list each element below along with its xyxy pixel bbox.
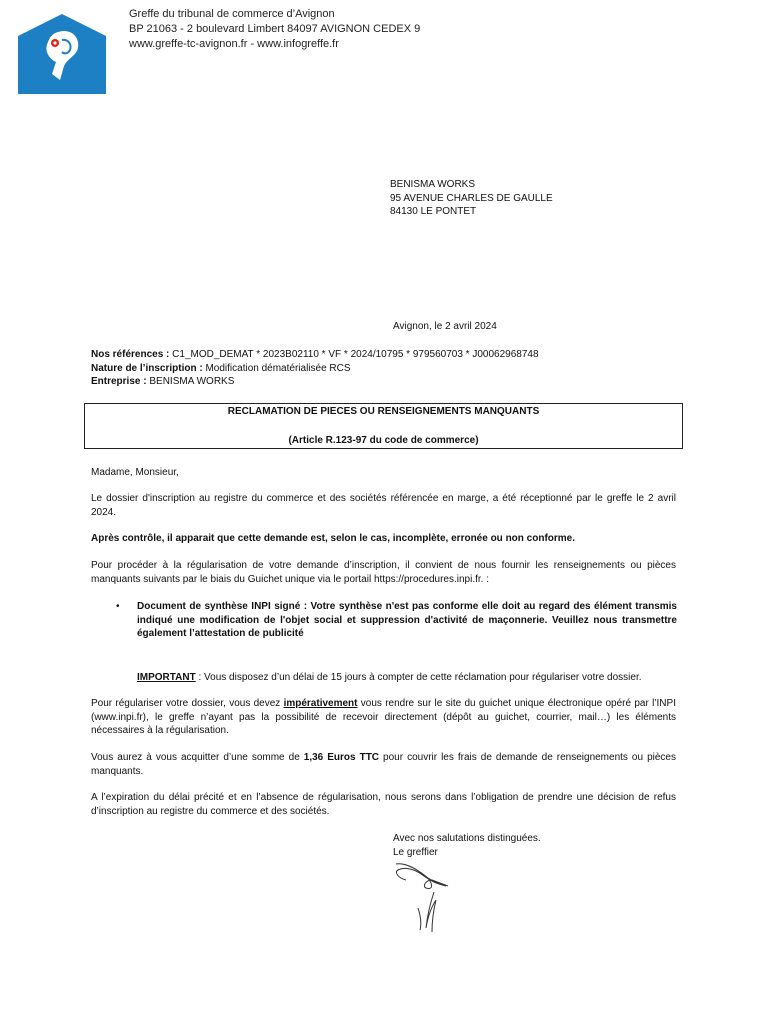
company-label: Entreprise :: [91, 376, 150, 387]
imperativement-emphasis: impérativement: [283, 698, 358, 709]
paragraph-reception: Le dossier d'inscription au registre du commerce et des sociétés référencée en marge, a été réceptionné par le greffe le 2 avril 2024.: [91, 493, 676, 518]
signer-title: Le greffier: [393, 846, 438, 858]
letter-date: Avignon, le 2 avril 2024: [393, 321, 497, 332]
refs-value: C1_MOD_DEMAT * 2023B02110 * VF * 2024/10795 * 979560703 * J00062968748: [172, 349, 539, 360]
important-text: : Vous disposez d’un délai de 15 jours à compter de cette réclamation pour régulariser votre dossier.: [195, 672, 642, 683]
bullet-symbol: •: [116, 601, 120, 612]
paragraph-control: Après contrôle, il apparait que cette demande est, selon le cas, incomplète, erronée ou non conforme.: [91, 533, 576, 544]
paragraph-fee: [91, 751, 676, 778]
refs-label: Nos références :: [91, 349, 173, 360]
paragraph-guichet: [91, 697, 676, 738]
paragraph-regularisation: Pour procéder à la régularisation de votre demande d’inscription, il convient de nous fournir les renseignements ou pièces manquants suivants par le biais du Guichet unique via le portail https://procedures.inpi.fr. :: [91, 560, 676, 585]
company-value: BENISMA WORKS: [149, 376, 235, 387]
recipient-name: BENISMA WORKS: [390, 179, 476, 190]
greffe-logo-icon: [18, 14, 106, 94]
fee-text-a: Vous aurez à vous acquitter d’une somme de: [91, 752, 304, 763]
court-header: [129, 7, 420, 52]
fee-text-b: pour couvrir les frais de demande de renseignements ou pièces manquants.: [91, 752, 676, 777]
recipient-city: 84130 LE PONTET: [390, 206, 477, 217]
nature-value: Modification dématérialisée RCS: [205, 362, 351, 374]
court-websites: www.greffe-tc-avignon.fr - www.infogreffe.fr: [129, 38, 339, 50]
missing-document-item: Document de synthèse INPI signé : Votre synthèse n'est pas conforme elle doit au regard des élément transmis indiqué une modification de l'objet social et suppression d'activité de maçonnerie. Veuillez nous transmettre également l’attestation de publicité: [137, 601, 677, 639]
important-label: IMPORTANT: [137, 672, 196, 683]
recipient-address: [390, 178, 553, 219]
court-name: Greffe du tribunal de commerce d’Avignon: [129, 8, 335, 20]
closing-greeting: Avec nos salutations distinguées.: [393, 833, 541, 844]
important-notice: [137, 671, 697, 685]
fee-amount: 1,36 Euros TTC: [303, 752, 380, 763]
paragraph-expiration: A l’expiration du délai précité et en l’absence de régularisation, nous serons dans l’obligation de prendre une décision de refus d’inscription au registre du commerce et des sociétés.: [91, 792, 676, 817]
nature-label: Nature de l’inscription :: [91, 362, 206, 374]
letter-subtitle: (Article R.123-97 du code de commerce): [288, 435, 479, 446]
recipient-street: 95 AVENUE CHARLES DE GAULLE: [390, 192, 553, 204]
signature-image: [388, 858, 468, 938]
references-block: [91, 348, 539, 389]
salutation: Madame, Monsieur,: [91, 467, 179, 478]
letter-title: RECLAMATION DE PIECES OU RENSEIGNEMENTS MANQUANTS: [227, 406, 540, 417]
guichet-text-a: Pour régulariser votre dossier, vous devez: [91, 698, 284, 709]
title-box: [84, 403, 683, 449]
closing-block: [393, 832, 541, 859]
court-address: BP 21063 - 2 boulevard Limbert 84097 AVIGNON CEDEX 9: [129, 23, 421, 35]
guichet-text-b: vous rendre sur le site du guichet unique électronique opéré par l’INPI (www.inpi.fr), le greffe n’ayant pas la possibilité de recevoir directement (dépôt au guichet, courrier, mail…) les éléments nécessaires à la régularisation.: [91, 698, 676, 736]
